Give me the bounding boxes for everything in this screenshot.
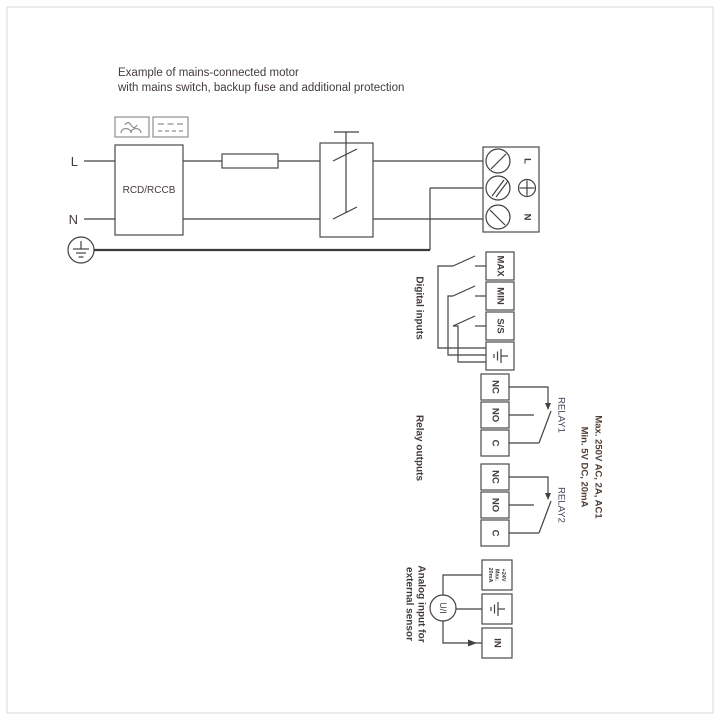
relay2-contact-symbol bbox=[509, 477, 551, 533]
relay1-terminal-block bbox=[481, 374, 509, 456]
title-line-1: Example of mains-connected motor bbox=[118, 67, 299, 79]
analog-terminal-in-label: IN bbox=[491, 638, 503, 648]
rcd-type-dc-symbol-icon bbox=[153, 117, 188, 137]
diagram-title bbox=[117, 67, 404, 94]
motor-terminal-block bbox=[483, 147, 539, 232]
analog-terminal-24v bbox=[487, 568, 506, 583]
analog-input-section-label-line2: external sensor bbox=[403, 567, 415, 641]
digital-input-switches bbox=[438, 256, 486, 362]
svg-text:20mA: 20mA bbox=[487, 567, 493, 583]
relay-rating-min: Min. 5V DC, 20mA bbox=[578, 426, 590, 508]
relay2-nc-label: NC bbox=[489, 470, 501, 484]
relay1-label: RELAY1 bbox=[555, 397, 567, 433]
live-label: L bbox=[70, 154, 78, 169]
terminal-earth-icon bbox=[519, 180, 536, 197]
ui-sensor-label: U/I bbox=[438, 602, 448, 614]
terminal-max-label: MAX bbox=[494, 255, 506, 277]
signal-arrow-icon bbox=[468, 640, 477, 647]
neutral-label: N bbox=[68, 212, 78, 227]
rcd-rccb-box bbox=[115, 145, 183, 235]
terminal-live-label: L bbox=[521, 158, 533, 164]
earth-symbol-icon bbox=[68, 237, 94, 263]
relay1-contact-symbol bbox=[509, 387, 551, 443]
page-frame bbox=[7, 7, 713, 713]
rcd-rccb-label: RCD/RCCB bbox=[122, 185, 176, 196]
relay1-no-label: NO bbox=[489, 407, 501, 423]
relay2-label: RELAY2 bbox=[555, 487, 567, 523]
relay1-nc-label: NC bbox=[489, 380, 501, 394]
svg-text:Max.: Max. bbox=[493, 568, 500, 582]
title-line-2: with mains switch, backup fuse and additional protection bbox=[118, 82, 405, 94]
relay2-terminal-block bbox=[481, 464, 509, 546]
digital-input-terminals bbox=[486, 252, 514, 370]
ui-sensor-icon bbox=[430, 595, 456, 621]
fuse-symbol bbox=[222, 154, 278, 168]
analog-input-section-label-line1: Analog input for bbox=[415, 565, 427, 643]
relay-outputs-section-label: Relay outputs bbox=[413, 414, 425, 482]
relay2-c-label: C bbox=[489, 529, 501, 537]
terminal-ss-label: S/S bbox=[494, 318, 506, 334]
terminal-min-label: MIN bbox=[494, 287, 506, 305]
analog-terminal-block bbox=[482, 560, 512, 658]
relay-rating-max: Max. 250V AC, 2A, AC1 bbox=[592, 415, 604, 519]
relay1-c-label: C bbox=[489, 439, 501, 447]
terminal-neutral-label: N bbox=[521, 213, 533, 221]
digital-inputs-section-label: Digital inputs bbox=[413, 276, 425, 340]
svg-text:+24V: +24V bbox=[500, 568, 506, 582]
rcd-type-ac-symbol-icon bbox=[115, 117, 149, 137]
mains-switch-symbol bbox=[320, 132, 373, 237]
relay2-no-label: NO bbox=[489, 497, 501, 513]
